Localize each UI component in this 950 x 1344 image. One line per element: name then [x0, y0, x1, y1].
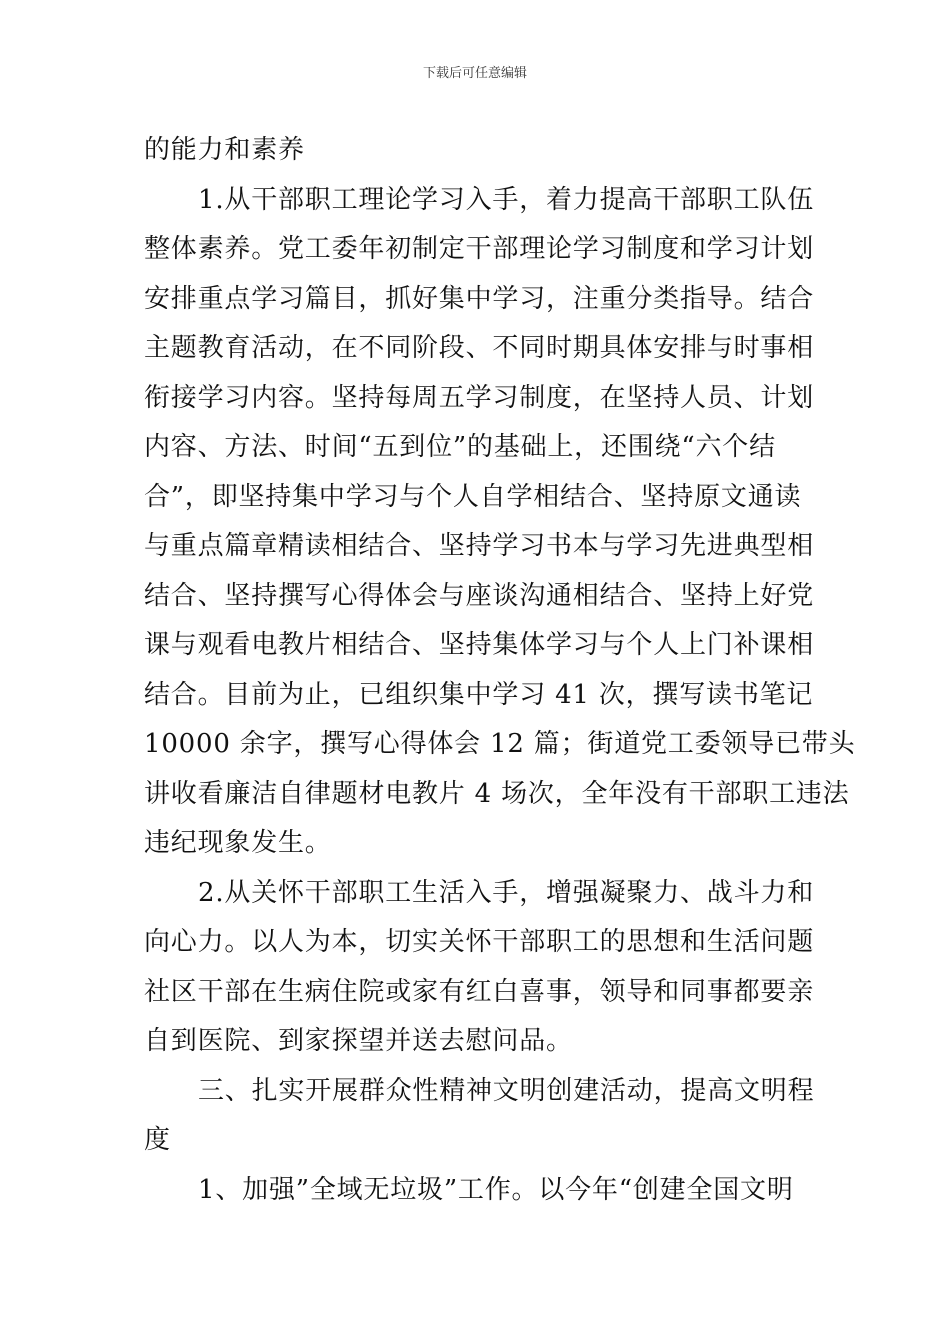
text-line: 主题教育活动，在不同阶段、不同时期具体安排与时事相: [144, 333, 815, 363]
text-line: 整体素养。党工委年初制定干部理论学习制度和学习计划: [144, 234, 815, 264]
page-header: 下载后可任意编辑: [422, 66, 527, 81]
text-line: 课与观看电教片相结合、坚持集体学习与个人上门补课相: [144, 630, 815, 660]
text-line: 1.从干部职工理论学习入手，着力提高干部职工队伍: [198, 184, 815, 215]
section-heading: 三、扎实开展群众性精神文明创建活动，提高文明程: [198, 1075, 815, 1106]
text-line: 结合。目前为止，已组织集中学习 41 次，撰写读书笔记: [144, 679, 814, 710]
text-line: 向心力。以人为本，切实关怀干部职工的思想和生活问题: [144, 927, 815, 957]
text-line: 安排重点学习篇目，抓好集中学习，注重分类指导。结合: [144, 283, 815, 314]
text-line: 自到医院、到家探望并送去慰问品。: [144, 1026, 573, 1056]
text-line: 违纪现象发生。: [144, 828, 332, 858]
text-line: 社区干部在生病住院或家有红白喜事，领导和同事都要亲: [144, 976, 815, 1007]
document-body: [144, 126, 856, 1215]
text-line: 2.从关怀干部职工生活入手，增强凝聚力、战斗力和: [198, 877, 815, 908]
text-line: 10000 余字，撰写心得体会 12 篇；街道党工委领导已带头: [144, 729, 856, 759]
section-heading: 度: [144, 1125, 171, 1155]
text-line: 合”，即坚持集中学习与个人自学相结合、坚持原文通读: [144, 481, 802, 512]
text-line: 讲收看廉洁自律题材电教片 4 场次，全年没有干部职工违法: [144, 778, 850, 809]
text-line: 与重点篇章精读相结合、坚持学习书本与学习先进典型相: [144, 531, 815, 561]
text-line: 衔接学习内容。坚持每周五学习制度，在坚持人员、计划: [144, 382, 815, 413]
text-line: 1、加强”全域无垃圾”工作。以今年“创建全国文明: [198, 1174, 794, 1205]
text-line: 的能力和素养: [144, 135, 305, 165]
text-line: 结合、坚持撰写心得体会与座谈沟通相结合、坚持上好党: [144, 580, 815, 611]
text-line: 内容、方法、时间“五到位”的基础上，还围绕“六个结: [144, 432, 776, 462]
